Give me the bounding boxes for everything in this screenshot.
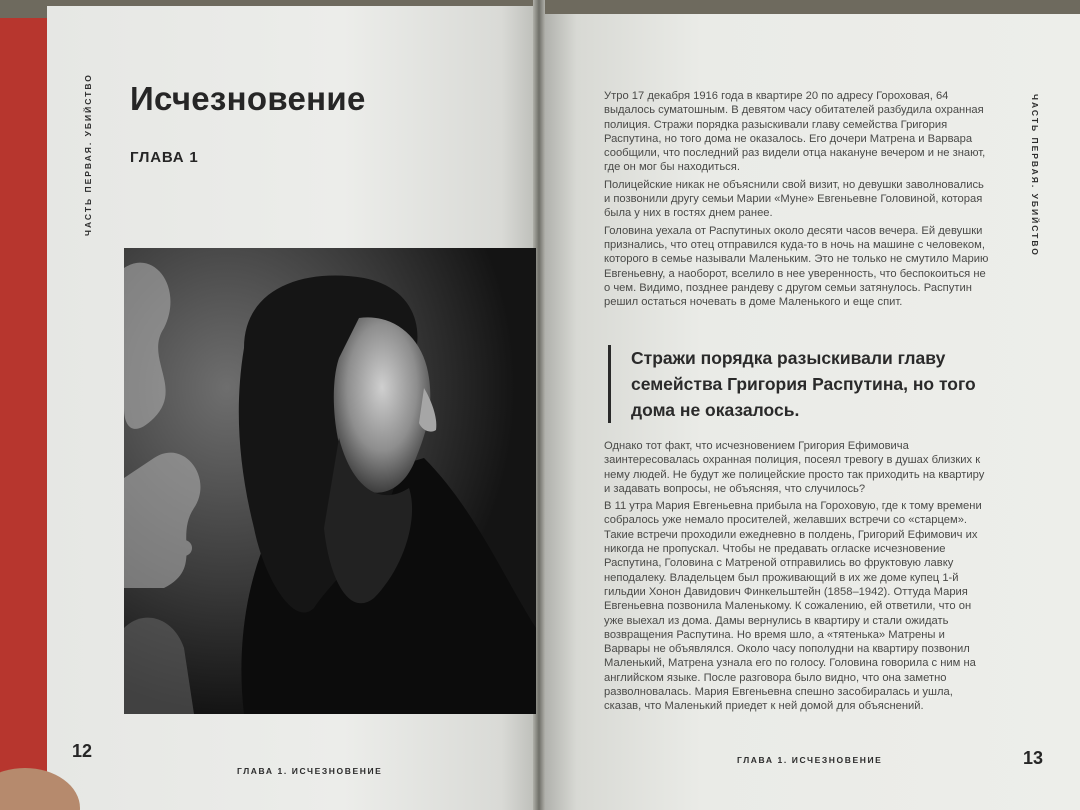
paragraph: Утро 17 декабря 1916 года в квартире 20 по адресу Гороховая, 64 выдалось суматошным. В девятом часу обитателей разбудила охранная полиция. Стражи порядка разыскивали главу семейства Григория Распутина, но того дома не оказалось. Его дочери Матрена и Варвара сообщили, что последний раз видели отца накануне вечером и не знают, где он мог бы находиться. xyxy=(604,90,986,174)
running-head-right: ЧАСТЬ ПЕРВАЯ. УБИЙСТВО xyxy=(1030,94,1040,257)
portrait-photo-image xyxy=(124,248,536,714)
portrait-photo xyxy=(124,248,536,714)
body-text-bottom xyxy=(604,439,990,717)
paragraph: Однако тот факт, что исчезновением Григория Ефимовича заинтересовалась охранная полиция, посеял тревогу в душах близких к нему людей. Не будут же полицейские просто так приходить на квартиру и задавать вопросы, не объясняя, что случилось? xyxy=(604,440,985,495)
page-number-right: 13 xyxy=(1023,748,1044,768)
chapter-title: Исчезновение xyxy=(130,80,366,117)
footer-left: ГЛАВА 1. ИСЧЕЗНОВЕНИЕ xyxy=(237,766,383,776)
paragraph: В 11 утра Мария Евгеньевна прибыла на Гороховую, где к тому времени собралось уже немало просителей, желавших встречи со «старцем». Такие встречи проходили ежедневно в полдень, Григорий Ефимович их никогда не пропускал. Чтобы не предавать огласке исчезновение Распутина, Головина с Матреной отправились во фруктовую лавку неподалеку. Владельцем был проживающий в их же доме купец 1-й гильдии Хонон Давидович Финкельштейн (1858–1942). Оттуда Мария Евгеньевна позвонила Маленькому. К сожалению, ей ответили, что он уже выехал из дома. Дамы вернулись в квартиру и стали ожидать возвращения Распутина. Но время шло, а «тятенька» Матрены и Варвары не объявлялся. Около часу пополудни на квартиру позвонил Маленький, Матрена узнала его по голосу. Головина говорила с ним на английском языке. После разговора было видно, что она заметно разволновалась. Мария Евгеньевна спешно засобиралась и ушла, сказав, что Маленький приедет к ней домой для объяснений. xyxy=(604,500,982,713)
paragraph: Полицейские никак не объяснили свой визит, но девушки заволновались и позвонили другу семьи Марии «Муне» Евгеньевне Головиной, которая была у них в гостях днем ранее. xyxy=(604,178,984,220)
pull-quote: Стражи порядка разыскивали главу семейства Григория Распутина, но того дома не оказалось. xyxy=(608,345,1011,423)
body-text-top xyxy=(604,89,990,312)
paragraph: Головина уехала от Распутиных около десяти часов вечера. Ей девушки признались, что отец отправился куда-то в ночь на машине с человеком, которого в семье называли Маленьким. Это не только не смутило Марию Евгеньевну, а наоборот, вселило в нее уверенность, что беспокоиться не о чем. Видимо, позднее рандеву с другом семьи затянулось. Распутин решил остаться ночевать в доме Маленького и еще спит. xyxy=(604,224,989,309)
running-head-left: ЧАСТЬ ПЕРВАЯ. УБИЙСТВО xyxy=(83,73,93,236)
footer-right: ГЛАВА 1. ИСЧЕЗНОВЕНИЕ xyxy=(737,755,883,765)
chapter-label: ГЛАВА 1 xyxy=(130,149,199,166)
page-number-left: 12 xyxy=(72,741,93,761)
